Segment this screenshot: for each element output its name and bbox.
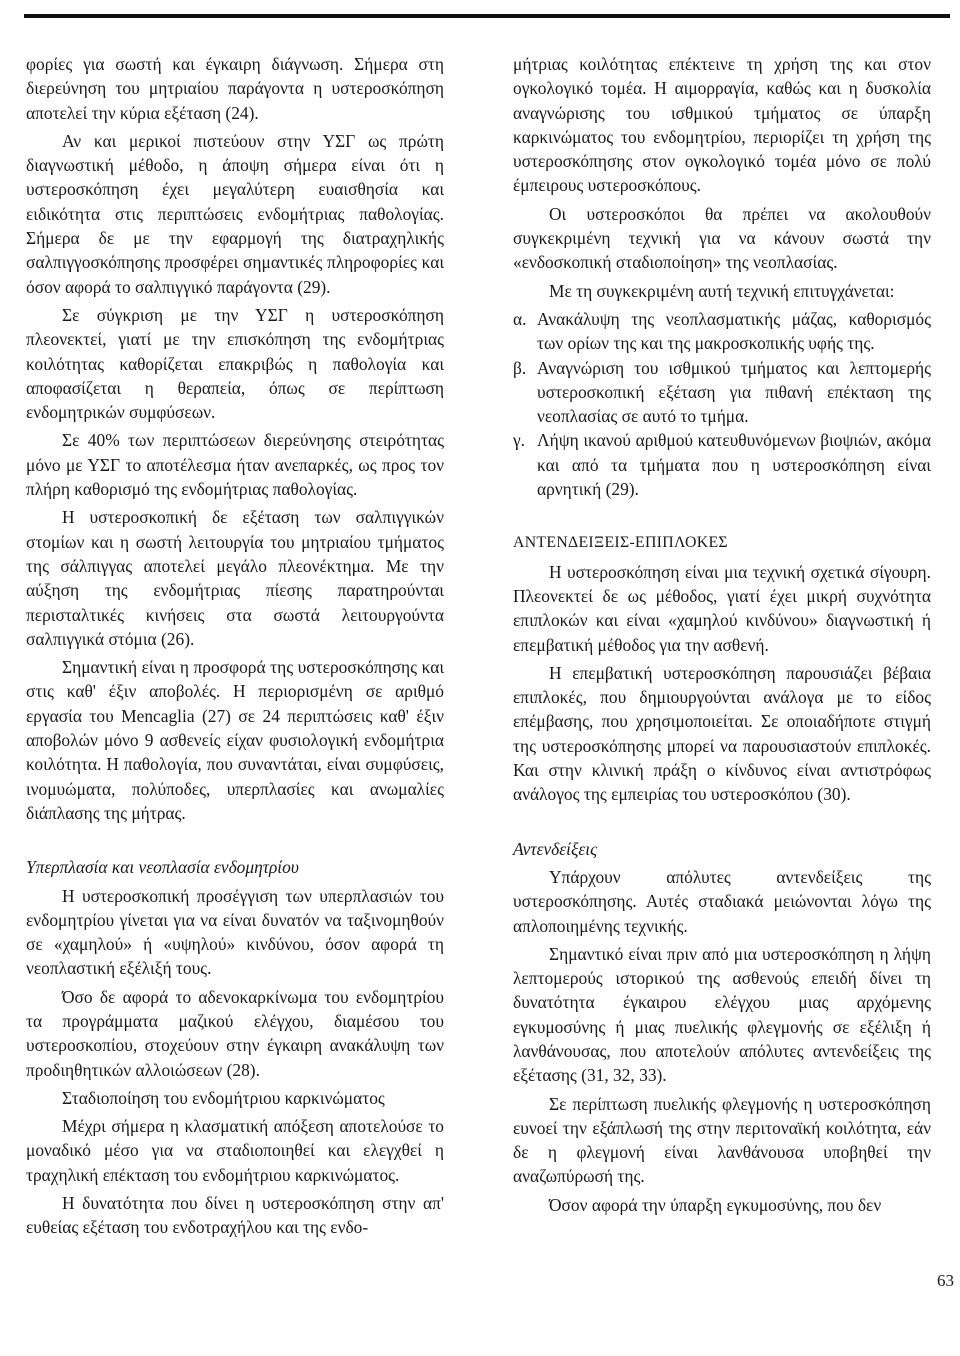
section-heading: Αντενδείξεις	[513, 838, 598, 859]
paragraph: μήτριας κοιλότητας επέκτεινε τη χρήση της και στον ογκολογικό τομέα. Η αιμορραγία, καθώς και η δυσκολία αναγνώρισης του ισθμικού τμήματος σε ύπαρξη καρκινώματος του ενδομητρίου, περιορίζει τη χρήση της υστεροσκόπησης στον ογκολογικό τομέα μόνο σε πολύ έμπειρους υστεροσκόπους.	[513, 54, 931, 196]
right-column	[513, 52, 931, 1221]
list-item	[513, 428, 931, 501]
paragraph: Αν και μερικοί πιστεύουν στην ΥΣΓ ως πρώτη διαγνωστική μέθοδο, η άποψη σήμερα είναι ότι η υστεροσκόπηση έχει μεγαλύτερη ευαισθησία και ειδικότητα στις περιπτώσεις ενδομήτριας παθολογίας. Σήμερα δε με την εφαρμογή της διατραχηλικής σαλπιγγοσκόπησης προσφέρει σημαντικές πληροφορίες και όσον αφορά το σαλπιγγικό παράγοντα (29).	[26, 130, 444, 297]
list-item	[513, 307, 931, 356]
paragraph: Σε περίπτωση πυελικής φλεγμονής η υστεροσκόπηση ευνοεί την εξάπλωσή της στην περιτοναϊκή κοιλότητα, εάν δε η φλεγμονή είναι λανθάνουσα υποβηθεί την αναζωπύρωσή της.	[513, 1093, 931, 1187]
list-item	[513, 356, 931, 429]
paragraph: Η υστεροσκοπική προσέγγιση των υπερπλασιών του ενδομητρίου γίνεται για να είναι δυνατόν να ταξινομηθούν σε «χαμηλού» ή «υψηλού» κινδύνου, όσον αφορά τη νεοπλαστική εξέλιξή τους.	[26, 885, 444, 979]
left-column	[26, 52, 444, 1244]
list-item-text: Αναγνώριση του ισθμικού τμήματος και λεπτομερής υστεροσκοπική εξέταση για πιθανή επέκταση της νεοπλασίας σε αυτό το τμήμα.	[537, 357, 931, 427]
paragraph: Η επεμβατική υστεροσκόπηση παρουσιάζει βέβαια επιπλοκές, που δημιουργούνται ανάλογα με το είδος επέμβασης, που χρησιμοποιείται. Σε οποιαδήποτε στιγμή της υστεροσκόπησης μπορεί να παρουσιαστούν επιπλοκές. Και στην κλινική πράξη ο κίνδυνος είναι αντιστρόφως ανάλογος της εμπειρίας του υστεροσκόπου (30).	[513, 662, 931, 805]
paragraph: Όσο δε αφορά το αδενοκαρκίνωμα του ενδομητρίου τα προγράμματα μαζικού ελέγχου, διαμέσου του υστεροσκοπίου, στοχεύουν στην έγκαιρη ανακάλυψη των προδιηθητικών αλλοιώσεων (28).	[26, 986, 444, 1080]
list-marker: α.	[513, 308, 527, 329]
paragraph: Η δυνατότητα που δίνει η υστεροσκόπηση στην απ' ευθείας εξέταση του ενδοτραχήλου και της ενδο-	[26, 1193, 444, 1238]
paragraph: Σημαντικό είναι πριν από μια υστεροσκόπηση η λήψη λεπτομερούς ιστορικού της ασθενούς επειδή δίνει τη δυνατότητα έγκαιρου ελέγχου μιας αρχόμενης εγκυμοσύνης ή μιας πυελικής φλεγμονής σε εξέλιξη ή λανθάνουσας, που αποτελούν απόλυτες αντενδείξεις της εξέτασης (31, 32, 33).	[513, 943, 931, 1086]
section-heading: Υπερπλασία και νεοπλασία ενδομητρίου	[26, 857, 299, 878]
paragraph: Σημαντική είναι η προσφορά της υστεροσκόπησης και στις καθ' έξιν αποβολές. Η περιορισμένη σε αριθμό εργασία του Mencaglia (27) σε 24 περιπτώσεις καθ' έξιν αποβολών μόνο 9 ασθενείς είχαν φυσιολογική ενδομήτρια κοιλότητα. Η παθολογία, που συναντάται, είναι συμφύσεις, ινομυώματα, πολύποδες, υπερπλασίες και ανωμαλίες διάπλασης της μήτρας.	[26, 657, 444, 823]
list-item-text: Ανακάλυψη της νεοπλασματικής μάζας, καθορισμός των ορίων της και της μακροσκοπικής υφής της.	[537, 308, 931, 354]
paragraph: φορίες για σωστή και έγκαιρη διάγνωση. Σήμερα στη διερεύνηση του μητριαίου παράγοντα η υστεροσκόπηση αποτελεί την κύρια εξέταση (24).	[26, 54, 444, 123]
paragraph: Η υστεροσκόπηση είναι μια τεχνική σχετικά σίγουρη. Πλεονεκτεί δε ως μέθοδος, γιατί έχει μικρή συχνότητα επιπλοκών και είναι «χαμηλού κινδύνου» διαγνωστική ή επεμβατική μέθοδος για την ασθενή.	[513, 561, 931, 655]
paragraph: Οι υστεροσκόποι θα πρέπει να ακολουθούν συγκεκριμένη τεχνική για να κάνουν σωστά την «ενδοσκοπική σταδιοποίηση» της νεοπλασίας.	[513, 203, 931, 273]
paragraph: Με τη συγκεκριμένη αυτή τεχνική επιτυγχάνεται:	[549, 280, 895, 301]
section-heading: ΑΝΤΕΝΔΕΙΞΕΙΣ-ΕΠΙΠΛΟΚΕΣ	[513, 534, 728, 552]
paragraph: Σε 40% των περιπτώσεων διερεύνησης στειρότητας μόνο με ΥΣΓ το αποτέλεσμα ήταν ανεπαρκές, ως προς τον πλήρη καθορισμό της ενδομήτριας παθολογίας.	[26, 430, 444, 500]
paragraph: Η υστεροσκοπική δε εξέταση των σαλπιγγικών στομίων και η σωστή λειτουργία του μητριαίου τμήματος της σάλπιγγας αποτελεί μεγάλο πλεονέκτημα. Με την αύξηση της ενδομήτριας πίεσης παρατηρούνται περισταλτικές κινήσεις στα σωστά λειτουργούντα σαλπιγγικά στόμια (26).	[26, 507, 444, 649]
top-rule	[24, 14, 950, 18]
paragraph: Όσον αφορά την ύπαρξη εγκυμοσύνης, που δεν	[549, 1194, 882, 1215]
paragraph: Μέχρι σήμερα η κλασματική απόξεση αποτελούσε το μοναδικό μέσο για να σταδιοποιηθεί και ελεγχθεί η τραχηλική επέκταση του ενδομήτριου καρκινώματος.	[26, 1116, 444, 1185]
page-number: 63	[937, 1271, 954, 1290]
subsection-heading: Σταδιοποίηση του ενδομήτριου καρκινώματος	[62, 1087, 385, 1108]
list-item-text: Λήψη ικανού αριθμού κατευθυνόμενων βιοψιών, ακόμα και από τα τμήματα που η υστεροσκόπηση είναι αρνητική (29).	[537, 430, 931, 500]
list-marker: β.	[513, 357, 527, 378]
criteria-list	[513, 307, 931, 501]
paragraph: Υπάρχουν απόλυτες αντενδείξεις της υστεροσκόπησης. Αυτές σταδιακά μειώνονται λόγω της απλοποιημένης τεχνικής.	[513, 866, 931, 936]
paragraph: Σε σύγκριση με την ΥΣΓ η υστεροσκόπηση πλεονεκτεί, γιατί με την επισκόπηση της ενδομήτριας κοιλότητας καθορίζεται επακριβώς η παθολογία και αποφασίζεται η θεραπεία, όπως σε περίπτωση ενδομητρικών συμφύσεων.	[26, 304, 444, 423]
list-marker: γ.	[513, 430, 526, 451]
